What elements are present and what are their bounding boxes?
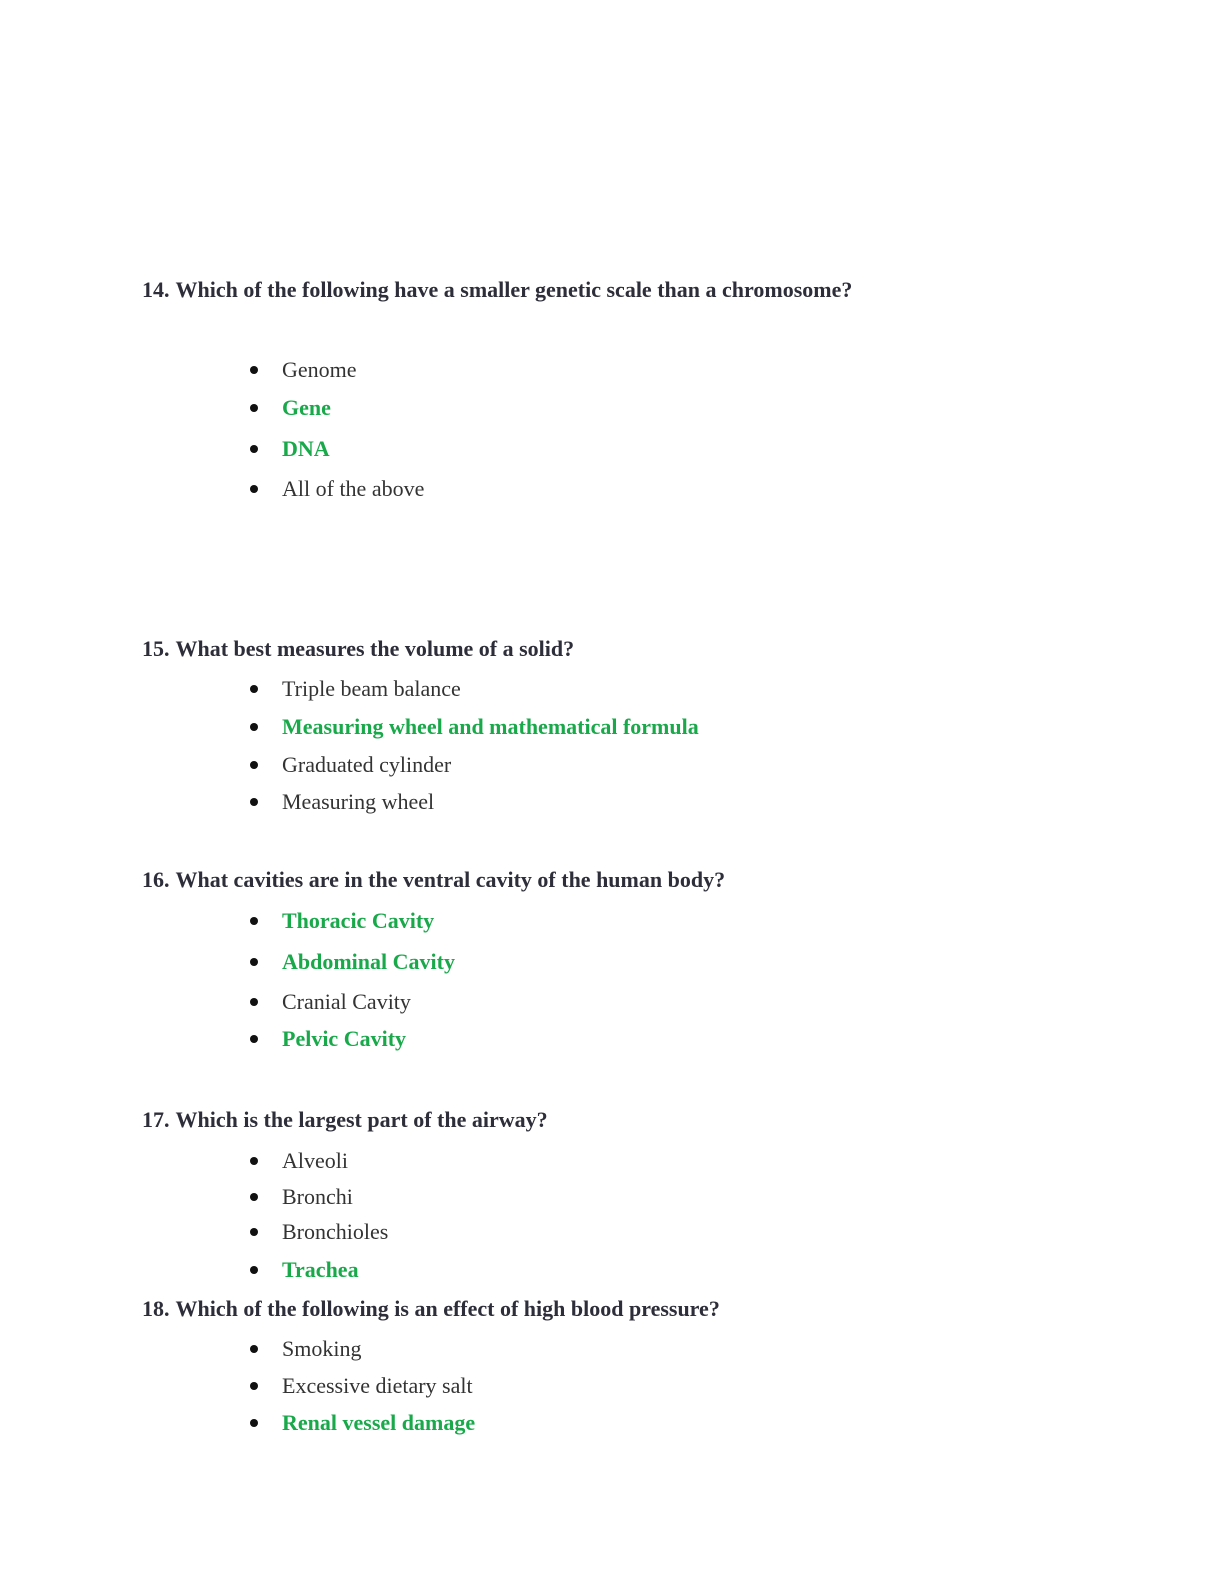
question-text: What best measures the volume of a solid? [175,636,575,661]
option-text: Thoracic Cavity [282,908,435,933]
bullet-icon [250,404,258,412]
option-text: Bronchioles [282,1219,389,1244]
option-item-correct [250,1028,406,1050]
option-item [250,478,424,500]
option-item-correct [250,951,455,973]
option-item-correct [250,716,699,738]
bullet-icon [250,1157,258,1165]
bullet-icon [250,1382,258,1390]
option-text: Smoking [282,1336,362,1361]
option-text: Renal vessel damage [282,1410,476,1435]
question-16 [142,869,725,891]
option-item [250,1338,361,1360]
bullet-icon [250,958,258,966]
option-text: Pelvic Cavity [282,1026,407,1051]
option-item [250,754,451,776]
bullet-icon [250,798,258,806]
option-item-correct [250,1412,475,1434]
bullet-icon [250,917,258,925]
question-17 [142,1109,548,1131]
question-number: 18. [142,1296,170,1321]
option-item [250,1186,353,1208]
option-item [250,678,461,700]
option-text: Triple beam balance [282,676,461,701]
bullet-icon [250,723,258,731]
question-14 [142,279,852,301]
question-text: Which of the following is an effect of high blood pressure? [175,1296,720,1321]
bullet-icon [250,998,258,1006]
question-text: What cavities are in the ventral cavity of the human body? [175,867,726,892]
option-text: Alveoli [282,1148,348,1173]
bullet-icon [250,1228,258,1236]
option-item-correct [250,397,331,419]
question-number: 14. [142,277,170,302]
option-item-correct [250,910,434,932]
option-text: Cranial Cavity [282,989,411,1014]
option-item [250,359,357,381]
question-number: 15. [142,636,170,661]
bullet-icon [250,1266,258,1274]
question-18 [142,1298,720,1320]
bullet-icon [250,1419,258,1427]
bullet-icon [250,761,258,769]
option-item [250,991,411,1013]
option-text: Gene [282,395,331,420]
option-text: All of the above [282,476,425,501]
bullet-icon [250,366,258,374]
question-text: Which is the largest part of the airway? [175,1107,548,1132]
option-text: Graduated cylinder [282,752,452,777]
option-text: Genome [282,357,357,382]
question-number: 17. [142,1107,170,1132]
option-text: Excessive dietary salt [282,1373,473,1398]
option-item [250,1221,388,1243]
bullet-icon [250,445,258,453]
option-item [250,1375,473,1397]
option-item [250,791,434,813]
option-text: Trachea [282,1257,359,1282]
question-text: Which of the following have a smaller genetic scale than a chromosome? [175,277,853,302]
bullet-icon [250,1345,258,1353]
option-text: DNA [282,436,330,461]
bullet-icon [250,1035,258,1043]
option-item [250,1150,348,1172]
option-text: Measuring wheel [282,789,435,814]
option-text: Measuring wheel and mathematical formula [282,714,699,739]
bullet-icon [250,685,258,693]
bullet-icon [250,1193,258,1201]
option-item-correct [250,438,330,460]
question-number: 16. [142,867,170,892]
question-15 [142,638,574,660]
bullet-icon [250,485,258,493]
option-item-correct [250,1259,359,1281]
option-text: Abdominal Cavity [282,949,455,974]
option-text: Bronchi [282,1184,353,1209]
